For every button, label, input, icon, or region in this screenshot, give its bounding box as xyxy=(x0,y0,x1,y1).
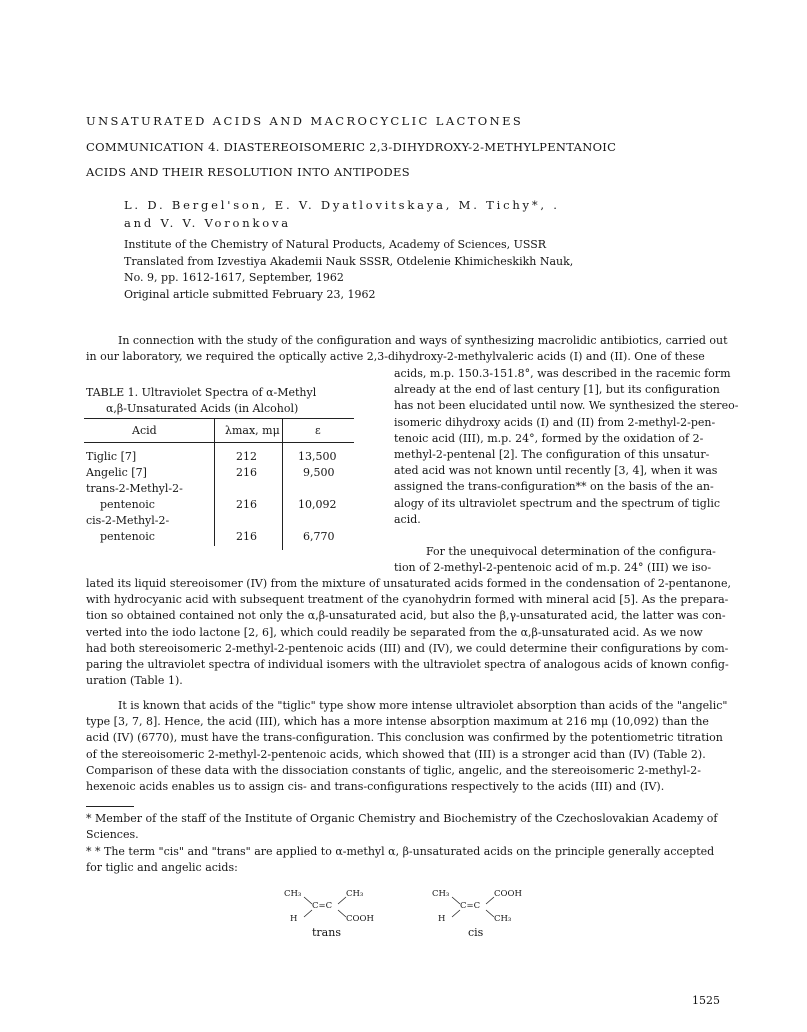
page-number: 1525 xyxy=(692,994,720,1007)
footnotes xyxy=(86,811,717,877)
text-line: acid (IV) (6770), must have the trans-configuration. This conclusion was confirmed by the potentiometric titration xyxy=(86,731,723,745)
footnote-line: for tiglic and angelic acids: xyxy=(86,861,238,875)
text-line: tion so obtained contained not only the α,β-unsaturated acid, but also the β,γ-unsaturated acid, the latter was con- xyxy=(86,609,726,623)
table-caption-line-1: TABLE 1. Ultraviolet Spectra of α-Methyl xyxy=(86,386,317,399)
text-line: isomeric dihydroxy acids (I) and (II) from 2-methyl-2-pen- xyxy=(394,415,716,429)
table-cell-epsilon: 10,092 xyxy=(298,498,337,511)
text-line: has not been elucidated until now. We synthesized the stereo- xyxy=(394,399,739,413)
affiliation-line: Translated from Izvestiya Akademii Nauk SSSR, Otdelenie Khimicheskikh Nauk, xyxy=(124,254,574,268)
formula-cis xyxy=(430,888,540,948)
title-line-3: ACIDS AND THEIR RESOLUTION INTO ANTIPODES xyxy=(86,165,410,179)
text-line: in our laboratory, we required the optically active 2,3-dihydroxy-2-methylvaleric acids (I) and (II). One of these xyxy=(86,350,705,364)
table-cell-acid: pentenoic xyxy=(100,498,155,511)
table-cell-lambda: 216 xyxy=(236,530,257,543)
table-header-lambda: λmax, mμ xyxy=(225,424,280,437)
formula-substituent: COOH xyxy=(346,914,374,924)
table-cell-lambda: 216 xyxy=(236,466,257,479)
text-line: acids, m.p. 150.3-151.8°, was described in the racemic form xyxy=(394,367,731,380)
footnote-line: * Member of the staff of the Institute of Organic Chemistry and Biochemistry of the Czechoslovakian Academy of xyxy=(86,812,718,825)
footnote-line: Sciences. xyxy=(86,828,139,842)
text-line: uration (Table 1). xyxy=(86,674,183,688)
formula-double-bond: C=C xyxy=(312,901,333,911)
table-header-epsilon: ε xyxy=(315,424,321,437)
table-col-divider xyxy=(282,418,283,550)
text-line: Comparison of these data with the dissociation constants of tiglic, angelic, and the stereoisomeric 2-methyl-2- xyxy=(86,763,701,777)
authors-line-1: L. D. Bergel'son, E. V. Dyatlovitskaya, M. Tichy*, . xyxy=(124,198,560,212)
formula-substituent: H xyxy=(290,914,298,924)
affiliation-line: No. 9, pp. 1612-1617, September, 1962 xyxy=(124,271,344,285)
text-line: tion of 2-methyl-2-pentenoic acid of m.p. 24° (III) we iso- xyxy=(394,561,712,575)
text-line: methyl-2-pentenal [2]. The configuration of this unsatur- xyxy=(394,448,710,462)
text-line: In connection with the study of the configuration and ways of synthesizing macrolidic antibiotics, carried out xyxy=(118,334,728,347)
formula-substituent: H xyxy=(438,914,446,924)
table-cell-acid: Tiglic [7] xyxy=(86,450,137,463)
table-header-acid: Acid xyxy=(132,424,157,437)
table-cell-acid: Angelic [7] xyxy=(86,466,147,479)
text-line: hexenoic acids enables us to assign cis- and trans-configurations respectively to the acids (III) and (IV). xyxy=(86,780,665,794)
text-line: had both stereoisomeric 2-methyl-2-pentenoic acids (III) and (IV), we could determine their configurations by com- xyxy=(86,641,729,655)
formula-double-bond: C=C xyxy=(460,901,481,911)
table-top-rule xyxy=(84,418,354,419)
text-line: type [3, 7, 8]. Hence, the acid (III), which has a more intense absorption maximum at 216 mμ (10,092) than the xyxy=(86,715,709,729)
text-line: verted into the iodo lactone [2, 6], which could readily be separated from the α,β-unsaturated acid. As we now xyxy=(86,625,703,639)
affiliation xyxy=(124,237,573,303)
text-line: ated acid was not known until recently [3, 4], when it was xyxy=(394,464,718,478)
formula-substituent: COOH xyxy=(494,889,522,899)
formula-substituent: CH₃ xyxy=(432,889,450,899)
text-line: already at the end of last century [1], but its configuration xyxy=(394,383,720,397)
authors-line-2: and V. V. Voronkova xyxy=(124,216,291,230)
text-line: acid. xyxy=(394,512,421,526)
full-paragraph xyxy=(86,576,731,689)
authors xyxy=(124,196,560,232)
table-1 xyxy=(84,414,356,554)
text-line: alogy of its ultraviolet spectrum and the spectrum of tiglic xyxy=(394,496,721,510)
title-line-2: COMMUNICATION 4. DIASTEREOISOMERIC 2,3-DIHYDROXY-2-METHYLPENTANOIC xyxy=(86,140,617,154)
table-cell-acid: pentenoic xyxy=(100,530,155,543)
title-line-1: UNSATURATED ACIDS AND MACROCYCLIC LACTONES xyxy=(86,114,524,128)
table-cell-lambda: 212 xyxy=(236,450,257,463)
text-line: with hydrocyanic acid with subsequent treatment of the cyanohydrin formed with mineral acid [5]. As the prepara- xyxy=(86,593,729,607)
table-cell-epsilon: 9,500 xyxy=(303,466,335,479)
table-caption xyxy=(86,385,316,417)
right-column-text-2 xyxy=(394,544,716,576)
affiliation-line: Institute of the Chemistry of Natural Products, Academy of Sciences, USSR xyxy=(124,238,547,251)
intro-paragraph xyxy=(86,333,728,365)
right-column-text xyxy=(394,366,738,528)
table-col-divider xyxy=(214,418,215,546)
text-line: It is known that acids of the "tiglic" type show more intense ultraviolet absorption than acids of the "angelic" xyxy=(118,699,728,712)
paragraph-2 xyxy=(86,698,727,795)
text-line: assigned the trans-configuration** on the basis of the an- xyxy=(394,480,714,494)
text-line: of the stereoisomeric 2-methyl-2-pentenoic acids, which showed that (III) is a stronger acid than (IV) (Table 2). xyxy=(86,747,706,761)
formula-substituent: CH₃ xyxy=(284,889,302,899)
table-header-rule xyxy=(84,442,354,443)
table-cell-acid: trans-2-Methyl-2- xyxy=(86,482,183,495)
formula-label: cis xyxy=(468,926,484,939)
text-line: tenoic acid (III), m.p. 24°, formed by the oxidation of 2- xyxy=(394,431,704,445)
formula-substituent: CH₃ xyxy=(494,914,512,924)
text-line: paring the ultraviolet spectra of individual isomers with the ultraviolet spectra of analogous acids of known config- xyxy=(86,658,729,672)
text-line: For the unequivocal determination of the configura- xyxy=(426,545,716,558)
table-cell-epsilon: 13,500 xyxy=(298,450,337,463)
table-caption-line-2: α,β-Unsaturated Acids (in Alcohol) xyxy=(106,402,299,415)
text-line: lated its liquid stereoisomer (IV) from the mixture of unsaturated acids formed in the condensation of 2-pentanone, xyxy=(86,577,731,590)
table-cell-acid: cis-2-Methyl-2- xyxy=(86,514,170,527)
table-cell-epsilon: 6,770 xyxy=(303,530,335,543)
table-cell-lambda: 216 xyxy=(236,498,257,511)
formula-substituent: CH₃ xyxy=(346,889,364,899)
footnote-line: * * The term "cis" and "trans" are applied to α-methyl α, β-unsaturated acids on the principle generally accepted xyxy=(86,844,715,858)
footnote-rule xyxy=(86,806,134,807)
formula-label: trans xyxy=(312,926,341,939)
formula-trans xyxy=(282,888,392,948)
affiliation-line: Original article submitted February 23, 1962 xyxy=(124,287,376,301)
